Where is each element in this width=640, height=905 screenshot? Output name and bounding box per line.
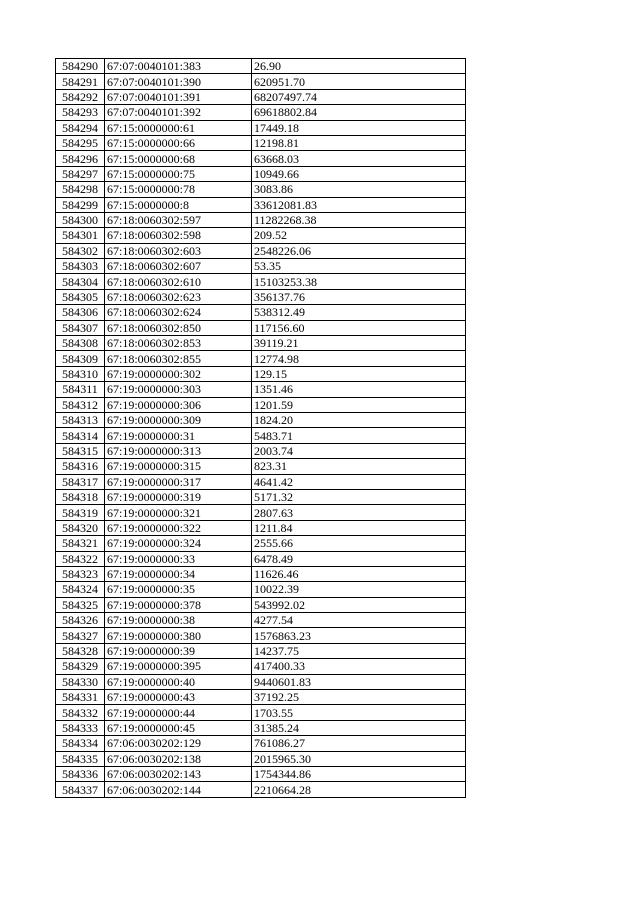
row-number-cell: 584296 <box>56 151 105 166</box>
row-number-cell: 584310 <box>56 366 105 381</box>
table-row <box>56 274 466 289</box>
cadastral-number-cell: 67:19:0000000:40 <box>105 674 252 689</box>
cadastral-number-cell: 67:19:0000000:378 <box>105 597 252 612</box>
table-row <box>56 212 466 227</box>
row-number-cell: 584325 <box>56 597 105 612</box>
cadastral-number-cell: 67:19:0000000:322 <box>105 520 252 535</box>
value-cell: 4641.42 <box>252 474 466 489</box>
cadastral-number-cell: 67:18:0060302:610 <box>105 274 252 289</box>
value-cell: 53.35 <box>252 259 466 274</box>
cadastral-number-cell: 67:19:0000000:315 <box>105 459 252 474</box>
value-cell: 9440601.83 <box>252 674 466 689</box>
cadastral-number-cell: 67:19:0000000:317 <box>105 474 252 489</box>
table-row <box>56 151 466 166</box>
value-cell: 1824.20 <box>252 412 466 427</box>
table-row <box>56 628 466 643</box>
cadastral-number-cell: 67:19:0000000:34 <box>105 566 252 581</box>
table-row <box>56 520 466 535</box>
value-cell: 543992.02 <box>252 597 466 612</box>
cadastral-number-cell: 67:06:0030202:144 <box>105 782 252 797</box>
cadastral-number-cell: 67:19:0000000:303 <box>105 382 252 397</box>
value-cell: 417400.33 <box>252 659 466 674</box>
row-number-cell: 584304 <box>56 274 105 289</box>
cadastral-number-cell: 67:19:0000000:43 <box>105 690 252 705</box>
table-row <box>56 120 466 135</box>
row-number-cell: 584317 <box>56 474 105 489</box>
table-row <box>56 259 466 274</box>
row-number-cell: 584333 <box>56 720 105 735</box>
cadastral-number-cell: 67:18:0060302:597 <box>105 212 252 227</box>
row-number-cell: 584328 <box>56 643 105 658</box>
row-number-cell: 584318 <box>56 489 105 504</box>
row-number-cell: 584294 <box>56 120 105 135</box>
value-cell: 6478.49 <box>252 551 466 566</box>
row-number-cell: 584306 <box>56 305 105 320</box>
cadastral-number-cell: 67:15:0000000:66 <box>105 135 252 150</box>
row-number-cell: 584309 <box>56 351 105 366</box>
row-number-cell: 584303 <box>56 259 105 274</box>
cadastral-number-cell: 67:07:0040101:392 <box>105 105 252 120</box>
row-number-cell: 584314 <box>56 428 105 443</box>
table-row <box>56 505 466 520</box>
table-row <box>56 412 466 427</box>
value-cell: 1211.84 <box>252 520 466 535</box>
value-cell: 11626.46 <box>252 566 466 581</box>
value-cell: 11282268.38 <box>252 212 466 227</box>
table-row <box>56 105 466 120</box>
table-row <box>56 690 466 705</box>
row-number-cell: 584311 <box>56 382 105 397</box>
value-cell: 14237.75 <box>252 643 466 658</box>
value-cell: 39119.21 <box>252 336 466 351</box>
value-cell: 63668.03 <box>252 151 466 166</box>
cadastral-number-cell: 67:19:0000000:395 <box>105 659 252 674</box>
value-cell: 129.15 <box>252 366 466 381</box>
value-cell: 15103253.38 <box>252 274 466 289</box>
cadastral-number-cell: 67:19:0000000:321 <box>105 505 252 520</box>
value-cell: 1576863.23 <box>252 628 466 643</box>
row-number-cell: 584307 <box>56 320 105 335</box>
row-number-cell: 584305 <box>56 289 105 304</box>
table-row <box>56 366 466 381</box>
table-row <box>56 766 466 781</box>
cadastral-number-cell: 67:19:0000000:33 <box>105 551 252 566</box>
table-row <box>56 397 466 412</box>
table-row <box>56 674 466 689</box>
row-number-cell: 584320 <box>56 520 105 535</box>
table-row <box>56 243 466 258</box>
cadastral-number-cell: 67:06:0030202:143 <box>105 766 252 781</box>
table-row <box>56 489 466 504</box>
row-number-cell: 584300 <box>56 212 105 227</box>
row-number-cell: 584329 <box>56 659 105 674</box>
row-number-cell: 584313 <box>56 412 105 427</box>
cadastral-number-cell: 67:19:0000000:324 <box>105 536 252 551</box>
cadastral-number-cell: 67:18:0060302:603 <box>105 243 252 258</box>
table-row <box>56 89 466 104</box>
row-number-cell: 584292 <box>56 89 105 104</box>
row-number-cell: 584334 <box>56 736 105 751</box>
value-cell: 761086.27 <box>252 736 466 751</box>
row-number-cell: 584302 <box>56 243 105 258</box>
cadastral-number-cell: 67:15:0000000:78 <box>105 182 252 197</box>
value-cell: 1201.59 <box>252 397 466 412</box>
row-number-cell: 584330 <box>56 674 105 689</box>
table-row <box>56 166 466 181</box>
row-number-cell: 584298 <box>56 182 105 197</box>
data-table <box>55 58 466 798</box>
table-row <box>56 582 466 597</box>
value-cell: 1351.46 <box>252 382 466 397</box>
value-cell: 2003.74 <box>252 443 466 458</box>
table-row <box>56 74 466 89</box>
cadastral-number-cell: 67:15:0000000:8 <box>105 197 252 212</box>
table-row <box>56 289 466 304</box>
value-cell: 10949.66 <box>252 166 466 181</box>
row-number-cell: 584308 <box>56 336 105 351</box>
cadastral-number-cell: 67:07:0040101:390 <box>105 74 252 89</box>
value-cell: 10022.39 <box>252 582 466 597</box>
cadastral-number-cell: 67:15:0000000:68 <box>105 151 252 166</box>
cadastral-number-cell: 67:07:0040101:391 <box>105 89 252 104</box>
value-cell: 31385.24 <box>252 720 466 735</box>
cadastral-number-cell: 67:18:0060302:607 <box>105 259 252 274</box>
table-body <box>56 59 466 798</box>
row-number-cell: 584299 <box>56 197 105 212</box>
value-cell: 2548226.06 <box>252 243 466 258</box>
table-row <box>56 443 466 458</box>
value-cell: 69618802.84 <box>252 105 466 120</box>
value-cell: 33612081.83 <box>252 197 466 212</box>
value-cell: 1703.55 <box>252 705 466 720</box>
table-row <box>56 305 466 320</box>
value-cell: 356137.76 <box>252 289 466 304</box>
value-cell: 4277.54 <box>252 613 466 628</box>
table-row <box>56 336 466 351</box>
cadastral-number-cell: 67:18:0060302:623 <box>105 289 252 304</box>
table-row <box>56 659 466 674</box>
value-cell: 3083.86 <box>252 182 466 197</box>
value-cell: 68207497.74 <box>252 89 466 104</box>
value-cell: 2555.66 <box>252 536 466 551</box>
value-cell: 12774.98 <box>252 351 466 366</box>
value-cell: 1754344.86 <box>252 766 466 781</box>
value-cell: 26.90 <box>252 59 466 74</box>
table-row <box>56 320 466 335</box>
table-row <box>56 135 466 150</box>
row-number-cell: 584301 <box>56 228 105 243</box>
row-number-cell: 584336 <box>56 766 105 781</box>
table-row <box>56 459 466 474</box>
cadastral-number-cell: 67:19:0000000:38 <box>105 613 252 628</box>
table-row <box>56 351 466 366</box>
value-cell: 12198.81 <box>252 135 466 150</box>
value-cell: 620951.70 <box>252 74 466 89</box>
row-number-cell: 584327 <box>56 628 105 643</box>
row-number-cell: 584326 <box>56 613 105 628</box>
table-row <box>56 536 466 551</box>
table-row <box>56 736 466 751</box>
row-number-cell: 584335 <box>56 751 105 766</box>
row-number-cell: 584321 <box>56 536 105 551</box>
value-cell: 823.31 <box>252 459 466 474</box>
row-number-cell: 584332 <box>56 705 105 720</box>
cadastral-number-cell: 67:19:0000000:45 <box>105 720 252 735</box>
cadastral-number-cell: 67:18:0060302:598 <box>105 228 252 243</box>
value-cell: 5171.32 <box>252 489 466 504</box>
table-row <box>56 474 466 489</box>
value-cell: 37192.25 <box>252 690 466 705</box>
cadastral-number-cell: 67:19:0000000:39 <box>105 643 252 658</box>
value-cell: 2210664.28 <box>252 782 466 797</box>
table-row <box>56 566 466 581</box>
row-number-cell: 584295 <box>56 135 105 150</box>
cadastral-number-cell: 67:19:0000000:309 <box>105 412 252 427</box>
table-row <box>56 643 466 658</box>
row-number-cell: 584323 <box>56 566 105 581</box>
cadastral-number-cell: 67:18:0060302:853 <box>105 336 252 351</box>
table-row <box>56 428 466 443</box>
cadastral-number-cell: 67:06:0030202:138 <box>105 751 252 766</box>
value-cell: 2807.63 <box>252 505 466 520</box>
table-row <box>56 182 466 197</box>
value-cell: 5483.71 <box>252 428 466 443</box>
cadastral-number-cell: 67:19:0000000:35 <box>105 582 252 597</box>
row-number-cell: 584293 <box>56 105 105 120</box>
value-cell: 117156.60 <box>252 320 466 335</box>
table-row <box>56 705 466 720</box>
value-cell: 538312.49 <box>252 305 466 320</box>
row-number-cell: 584319 <box>56 505 105 520</box>
cadastral-number-cell: 67:06:0030202:129 <box>105 736 252 751</box>
cadastral-number-cell: 67:19:0000000:319 <box>105 489 252 504</box>
value-cell: 2015965.30 <box>252 751 466 766</box>
row-number-cell: 584316 <box>56 459 105 474</box>
table-row <box>56 720 466 735</box>
cadastral-number-cell: 67:19:0000000:31 <box>105 428 252 443</box>
cadastral-number-cell: 67:19:0000000:302 <box>105 366 252 381</box>
row-number-cell: 584324 <box>56 582 105 597</box>
cadastral-number-cell: 67:19:0000000:313 <box>105 443 252 458</box>
row-number-cell: 584331 <box>56 690 105 705</box>
table-row <box>56 59 466 74</box>
table-row <box>56 228 466 243</box>
value-cell: 209.52 <box>252 228 466 243</box>
table-row <box>56 613 466 628</box>
row-number-cell: 584297 <box>56 166 105 181</box>
table-row <box>56 382 466 397</box>
row-number-cell: 584290 <box>56 59 105 74</box>
table-row <box>56 751 466 766</box>
row-number-cell: 584312 <box>56 397 105 412</box>
row-number-cell: 584337 <box>56 782 105 797</box>
cadastral-number-cell: 67:19:0000000:44 <box>105 705 252 720</box>
table-row <box>56 197 466 212</box>
row-number-cell: 584291 <box>56 74 105 89</box>
cadastral-number-cell: 67:18:0060302:855 <box>105 351 252 366</box>
cadastral-number-cell: 67:18:0060302:624 <box>105 305 252 320</box>
cadastral-number-cell: 67:18:0060302:850 <box>105 320 252 335</box>
table-row <box>56 782 466 797</box>
cadastral-number-cell: 67:15:0000000:61 <box>105 120 252 135</box>
value-cell: 17449.18 <box>252 120 466 135</box>
table-row <box>56 551 466 566</box>
cadastral-number-cell: 67:19:0000000:380 <box>105 628 252 643</box>
cadastral-number-cell: 67:07:0040101:383 <box>105 59 252 74</box>
row-number-cell: 584315 <box>56 443 105 458</box>
cadastral-number-cell: 67:19:0000000:306 <box>105 397 252 412</box>
row-number-cell: 584322 <box>56 551 105 566</box>
table-row <box>56 597 466 612</box>
cadastral-number-cell: 67:15:0000000:75 <box>105 166 252 181</box>
